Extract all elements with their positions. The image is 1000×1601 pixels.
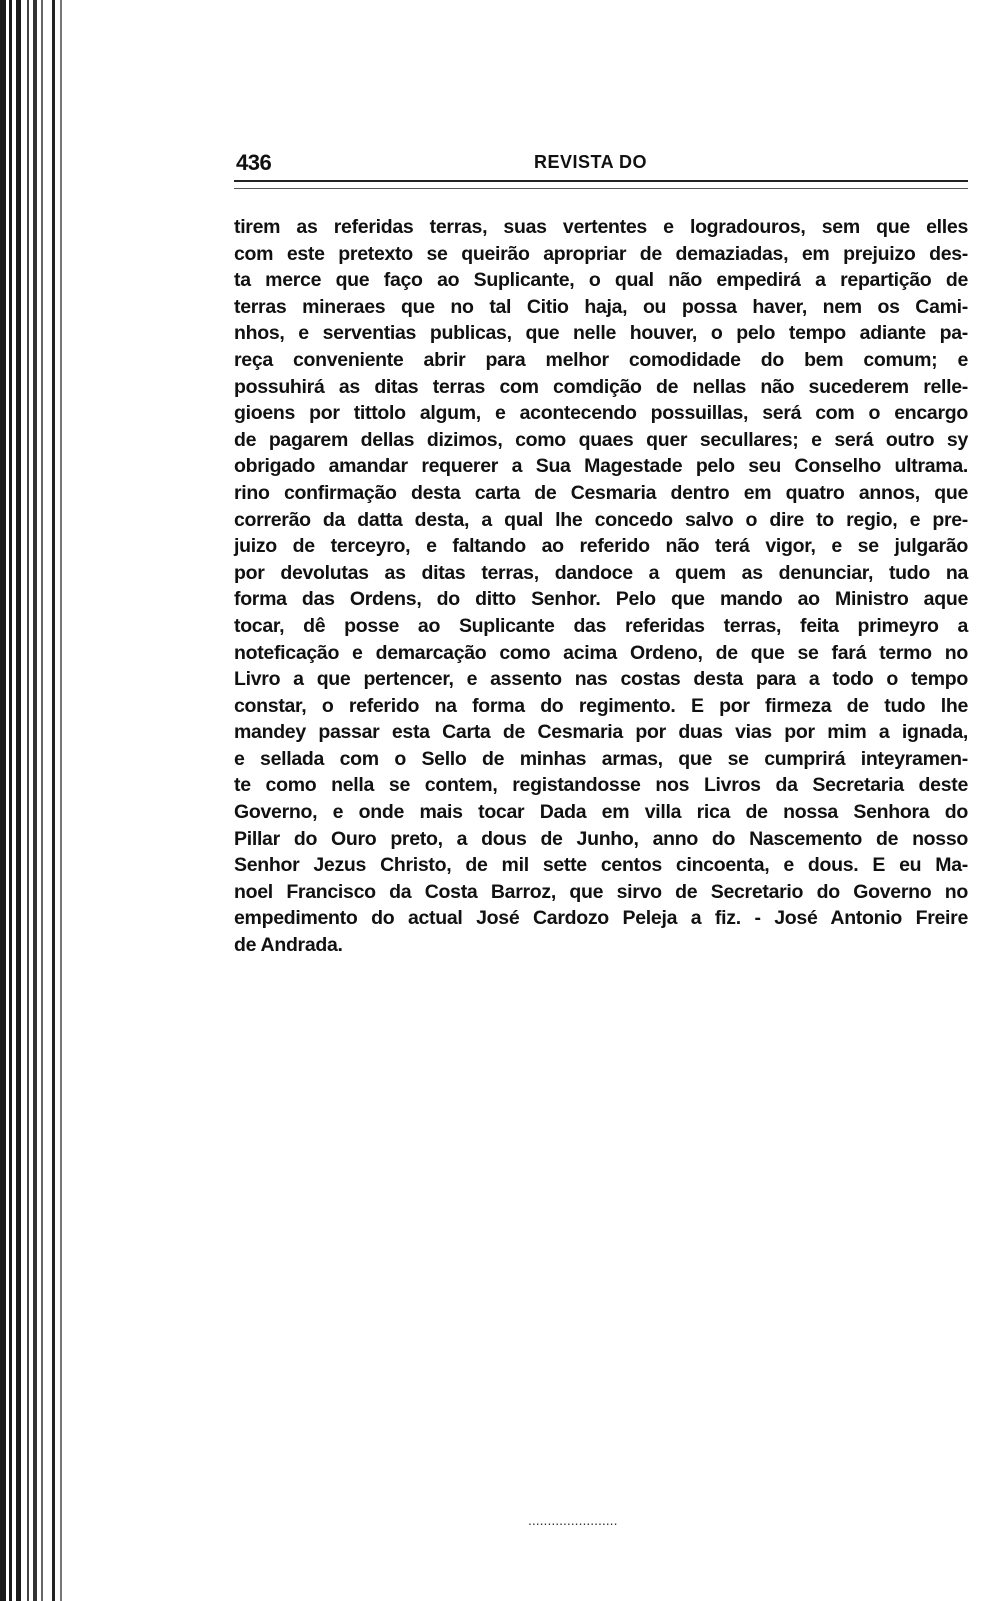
page	[234, 150, 968, 959]
text-line: tocar, dê posse ao Suplicante das referidas terras, feita primeyro a	[234, 614, 968, 637]
text-line: possuhirá as ditas terras com comdição de nellas não sucederem relle-	[234, 375, 968, 398]
text-line: de Andrada.	[234, 934, 343, 957]
text-line: de pagarem dellas dizimos, como quaes quer secullares; e será outro sy	[234, 428, 968, 451]
dotted-separator: .......................	[528, 1512, 618, 1528]
page-number: 436	[236, 150, 272, 175]
text-line: tirem as referidas terras, suas vertentes e logradouros, sem que elles	[234, 216, 968, 238]
text-line: terras mineraes que no tal Citio haja, ou possa haver, nem os Cami-	[234, 295, 968, 318]
text-line: Pillar do Ouro preto, a dous de Junho, anno do Nascemento de nosso	[234, 827, 968, 850]
text-line: Livro a que pertencer, e assento nas costas desta para a todo o tempo	[234, 668, 968, 691]
text-line: juizo de terceyro, e faltando ao referido não terá vigor, e se julgarão	[234, 535, 968, 558]
text-line: com este pretexto se queirão apropriar de demaziadas, em prejuizo des-	[234, 242, 968, 265]
text-line: Governo, e onde mais tocar Dada em villa rica de nossa Senhora do	[234, 801, 968, 824]
text-line: por devolutas as ditas terras, dandoce a quem as denunciar, tudo na	[234, 561, 968, 584]
text-line: te como nella se contem, registandosse nos Livros da Secretaria deste	[234, 774, 968, 797]
text-line: correrão da datta desta, a qual lhe concedo salvo o dire to regio, e pre-	[234, 508, 968, 531]
text-line: Senhor Jezus Christo, de mil sette centos cincoenta, e dous. E eu Ma-	[234, 854, 968, 877]
text-line: nhos, e serventias publicas, que nelle houver, o pelo tempo adiante pa-	[234, 322, 968, 345]
text-line: gioens por tittolo algum, e acontecendo possuillas, será com o encargo	[234, 402, 968, 425]
text-line: constar, o referido na forma do regimento. E por firmeza de tudo lhe	[234, 694, 968, 717]
body-text	[234, 214, 968, 959]
text-line: mandey passar esta Carta de Cesmaria por duas vias por mim a ignada,	[234, 721, 968, 744]
text-line: obrigado amandar requerer a Sua Magestade pelo seu Conselho ultrama.	[234, 455, 968, 478]
text-line: noteficação e demarcação como acima Ordeno, de que se fará termo no	[234, 641, 968, 664]
text-line: empedimento do actual José Cardozo Peleja a fiz. - José Antonio Freire	[234, 907, 968, 930]
header-rule	[234, 180, 968, 189]
text-line: noel Francisco da Costa Barroz, que sirvo de Secretario do Governo no	[234, 880, 968, 903]
text-line: rino confirmação desta carta de Cesmaria dentro em quatro annos, que	[234, 481, 968, 504]
running-head	[234, 150, 968, 180]
text-line: e sellada com o Sello de minhas armas, que se cumprirá inteyramen-	[234, 747, 968, 770]
running-title: REVISTA DO	[534, 152, 648, 172]
binding-edge	[0, 0, 70, 1601]
text-line: reça conveniente abrir para melhor comodidade do bem comum; e	[234, 348, 968, 371]
text-line: forma das Ordens, do ditto Senhor. Pelo que mando ao Ministro aque	[234, 588, 968, 611]
text-line: ta merce que faço ao Suplicante, o qual não empedirá a repartição de	[234, 269, 968, 292]
